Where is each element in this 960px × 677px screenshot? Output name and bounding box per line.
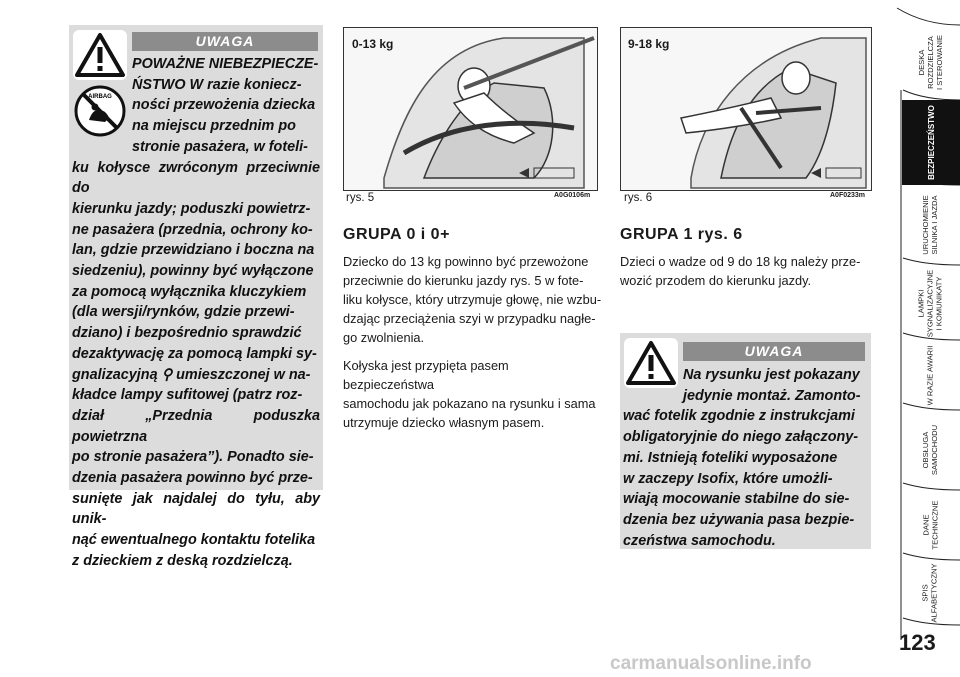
group-0-p2-line: utrzymuje dziecko własnym pasem. <box>343 415 545 430</box>
nav-tab-label: DESKA ROZDZIELCZA I STEROWANIE <box>916 34 944 90</box>
warning-left-text <box>72 54 320 572</box>
warning-left-line: dział „Przednia poduszka powietrzna <box>72 407 320 445</box>
nav-tab-label: URUCHOMIENIE SILNIKA I JAZDA <box>921 195 939 255</box>
figure-6 <box>620 27 872 191</box>
group-0-paragraph-2 <box>343 356 603 432</box>
group-0-title: GRUPA 0 i 0+ <box>343 226 450 243</box>
group-0-p2-line: samochodu jak pokazano na rysunku i sama <box>343 396 596 411</box>
figure-5-code: A0G0106m <box>554 192 591 199</box>
warning-left-line: nąć ewentualnego kontaktu fotelika <box>72 532 316 549</box>
warning-left-line: stronie pasażera, w foteli- <box>132 138 308 155</box>
warning-right-line: wiają mocowanie stabilne do sie- <box>623 491 850 508</box>
warning-left-line: (dla wersji/rynków, gdzie przewi- <box>72 304 295 321</box>
warning-left-line: ności przewożenia dziecka <box>132 97 316 114</box>
warning-right-line: w zaczepy Isofix, które umożli- <box>623 470 833 487</box>
warning-left-line: lan, gdzie przewidziano i boczna na <box>72 242 315 259</box>
warning-left-line: dezaktywację za pomocą lampki sy- <box>72 345 317 362</box>
page-number: 123 <box>899 630 936 655</box>
warning-left-line: siedzeniu), powinny być wyłączone <box>72 263 314 280</box>
nav-tab-safety[interactable] <box>902 100 960 185</box>
group-1-p1-line: Dzieci o wadze od 9 do 18 kg należy prze- <box>620 254 861 269</box>
warning-right-line: mi. Istnieją foteliki wyposażone <box>623 449 838 466</box>
warning-right-line: czeństwa samochodu. <box>623 532 776 549</box>
nav-tab-emergency[interactable] <box>907 342 953 408</box>
warning-left-line: gnalizacyjną ⚲ umieszczonej w na- <box>72 366 311 383</box>
warning-left-badge: UWAGA <box>132 32 318 51</box>
figure-6-code: A0F0233m <box>830 192 866 199</box>
group-0-p1-line: go zwolnienia. <box>343 330 425 345</box>
warning-left-line: po stronie pasażera”). Ponadto sie- <box>72 449 314 466</box>
group-0-paragraph-1 <box>343 252 603 347</box>
nav-tab-warning-lights[interactable] <box>907 267 953 339</box>
child-seat-illustration <box>621 28 871 190</box>
warning-right-line: dzenia bez używania pasa bezpie- <box>623 511 855 528</box>
warning-right-badge: UWAGA <box>683 342 865 361</box>
group-0-p1-line: liku kołysce, który utrzymuje głowę, nie wzbu- <box>343 292 602 307</box>
figure-5-caption: rys. 5 <box>346 192 375 204</box>
group-1-p1-line: wozić przodem do kierunku jazdy. <box>620 273 812 288</box>
warning-right-text <box>623 365 868 551</box>
figure-6-caption: rys. 6 <box>624 192 653 204</box>
warning-right-line: obligatoryjnie do niego załączony- <box>623 429 859 446</box>
airbag-icon-text: AIRBAG <box>88 94 112 100</box>
figure-5-weight-tag: 0-13 kg <box>352 37 394 51</box>
warning-left-line: na miejscu przednim po <box>132 118 296 135</box>
nav-tab-label: BEZPIECZEŃSTWO <box>926 105 936 180</box>
nav-tab-starting-driving[interactable] <box>907 187 953 263</box>
warning-left-line: z dzieckiem z deską rozdzielczą. <box>72 552 293 569</box>
nav-tab-label: DANE TECHNICZNE <box>921 500 939 550</box>
group-0-p2-line: Kołyska jest przypięta pasem bezpieczeństwa <box>343 358 509 392</box>
nav-tab-dashboard[interactable] <box>907 28 953 96</box>
warning-right-line: Na rysunku jest pokazany <box>683 367 860 383</box>
warning-left-line: ku kołysce zwróconym przeciwnie do <box>72 159 320 197</box>
nav-tab-label: W RAZIE AWARII <box>925 345 935 405</box>
figure-5 <box>343 27 598 191</box>
warning-right-line: jedynie montaż. Zamonto- <box>683 387 861 404</box>
warning-left-line: sunięte jak najdalej do tyłu, aby unik- <box>72 490 320 528</box>
nav-tab-label: LAMPKI SYGNALIZACYJNE I KOMUNIKATY <box>916 269 944 337</box>
infant-carrier-illustration <box>344 28 597 190</box>
nav-tab-label: OBSŁUGA SAMOCHODU <box>921 424 939 475</box>
nav-tab-maintenance[interactable] <box>907 412 953 487</box>
warning-left-line: za pomocą wyłącznika kluczykiem <box>72 283 307 300</box>
group-0-p1-line: Dziecko do 13 kg powinno być przewożone <box>343 254 589 269</box>
warning-left-line: dzenia pasażera powinno być prze- <box>72 470 313 487</box>
figure-6-weight-tag: 9-18 kg <box>628 37 670 51</box>
warning-left-line: ŃSTWO W razie koniecz- <box>132 76 302 93</box>
warning-right-line: wać fotelik zgodnie z instrukcjami <box>623 408 855 425</box>
warning-left-line: kładce lampy sufitowej (patrz roz- <box>72 387 303 404</box>
group-0-p1-line: przeciwnie do kierunku jazdy rys. 5 w fote- <box>343 273 584 288</box>
warning-left-line: dziano) i bezpośrednio sprawdzić <box>72 325 302 342</box>
warning-left-line: ne pasażera (przednia, ochrony ko- <box>72 221 313 238</box>
nav-tab-label: SPIS ALFABETYCZNY <box>921 563 940 623</box>
group-0-p1-line: dzając przeciążenia szyi w przypadku nagłe- <box>343 311 596 326</box>
watermark: carmanualsonline.info <box>610 653 812 674</box>
warning-left-line: kierunku jazdy; poduszki powietrz- <box>72 200 311 217</box>
group-1-paragraph-1 <box>620 252 875 290</box>
nav-tab-index[interactable] <box>907 562 953 624</box>
group-1-title: GRUPA 1 rys. 6 <box>620 226 743 243</box>
nav-tab-technical-data[interactable] <box>907 492 953 558</box>
warning-left-line: POWAŻNE NIEBEZPIECZE- <box>132 56 319 72</box>
